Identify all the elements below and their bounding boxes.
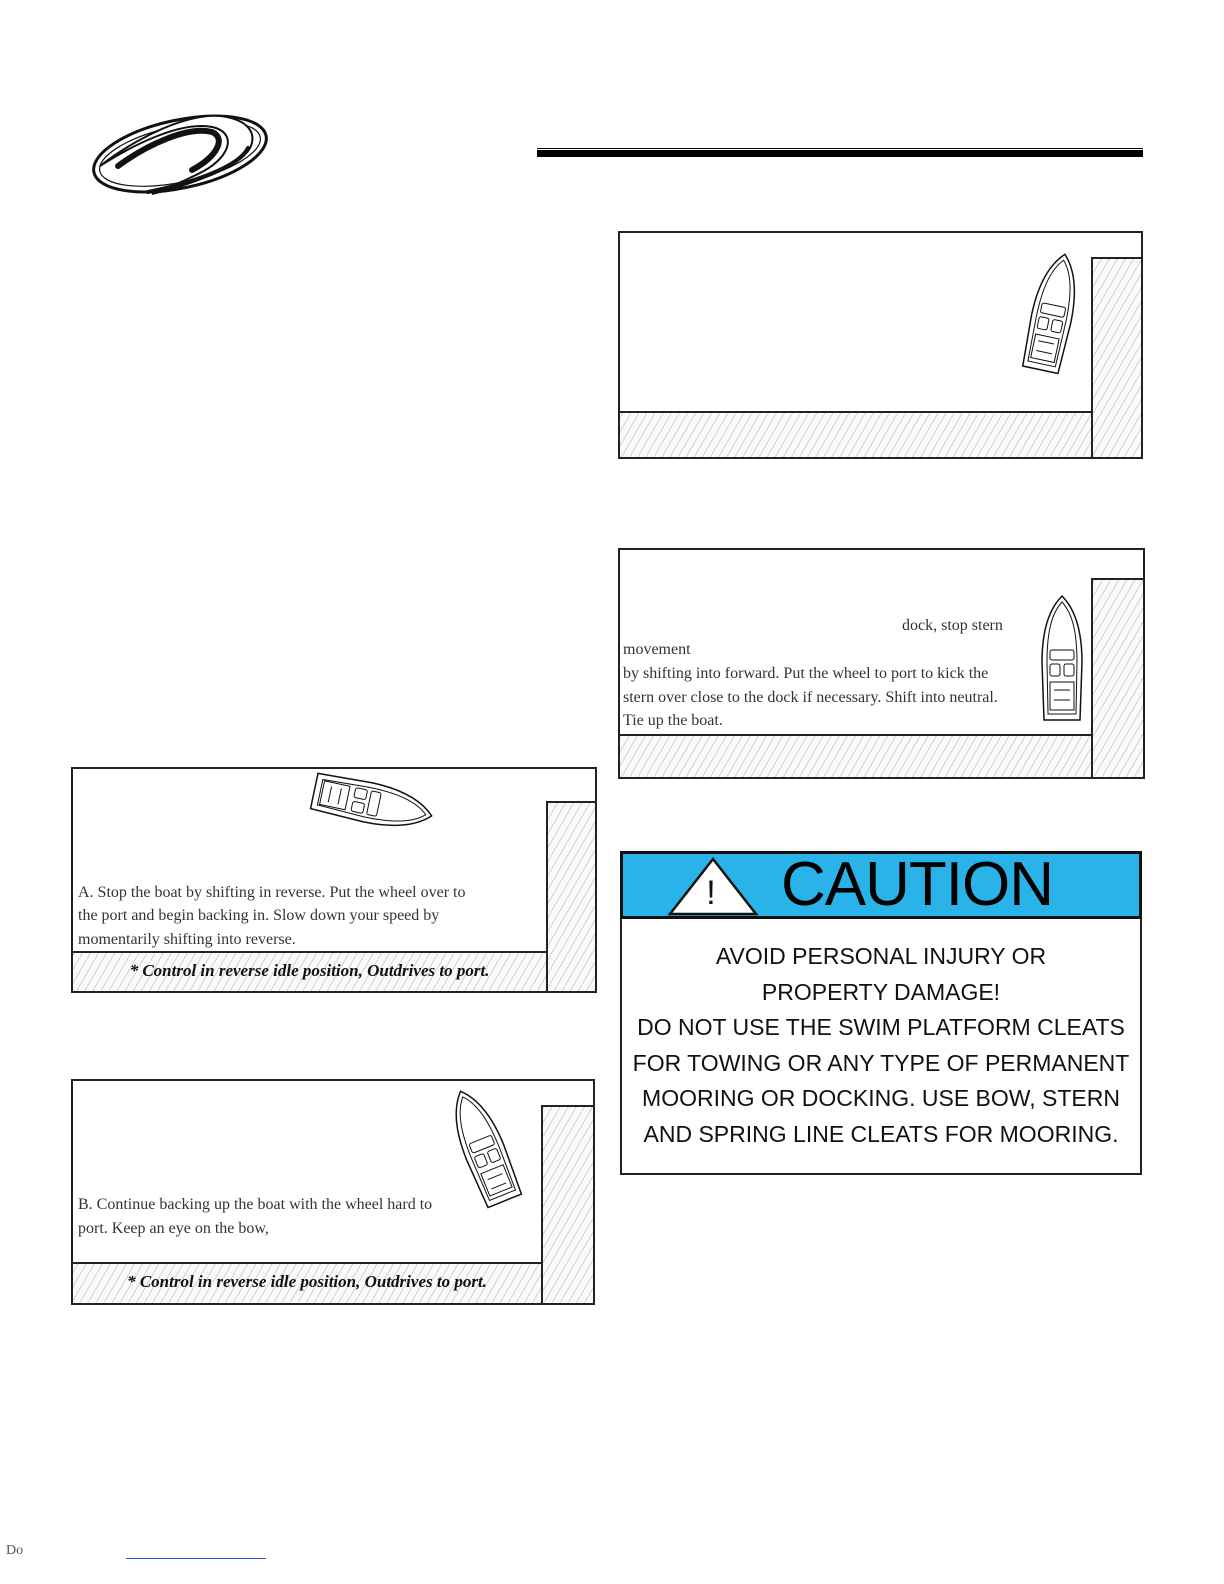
panel-text-line: B. Continue backing up the boat with the wheel hard to	[78, 1196, 433, 1213]
caution-text	[622, 939, 1140, 1153]
diagram-panel-approach	[618, 231, 1143, 459]
panel-text-line: stern over close to the dock if necessary. Shift into neutral.	[623, 689, 998, 706]
control-note: * Control in reverse idle position, Outdrives to port.	[127, 1272, 487, 1291]
caution-header	[620, 851, 1142, 919]
caution-line: PROPERTY DAMAGE!	[761, 978, 1001, 1005]
dock-vertical	[1091, 578, 1143, 777]
caution-line: DO NOT USE THE SWIM PLATFORM CLEATS	[637, 1014, 1125, 1041]
diagram-panel-a	[71, 767, 597, 993]
warning-triangle-icon	[667, 856, 759, 916]
boat-icon	[439, 1083, 527, 1211]
caution-line: AVOID PERSONAL INJURY OR	[715, 943, 1047, 969]
brand-logo	[88, 108, 274, 200]
caution-line: AND SPRING LINE CLEATS FOR MOORING.	[643, 1120, 1119, 1147]
boat-icon	[1018, 249, 1086, 381]
panel-text-line: by shifting into forward. Put the wheel to port to kick the	[623, 665, 989, 682]
dock-vertical	[546, 801, 595, 991]
dock-vertical	[1091, 257, 1141, 457]
control-note: * Control in reverse idle position, Outdrives to port.	[129, 961, 490, 980]
panel-text-line: movement	[623, 641, 691, 658]
dock-horizontal	[620, 734, 1091, 777]
panel-text-line: Tie up the boat.	[623, 712, 723, 729]
boat-icon	[303, 771, 439, 835]
caution-line: FOR TOWING OR ANY TYPE OF PERMANENT	[632, 1049, 1130, 1076]
footer-text: Do	[6, 1543, 24, 1558]
panel-text-line: the port and begin backing in. Slow down your speed by	[78, 907, 440, 924]
footer-link-underline[interactable]	[126, 1558, 266, 1559]
caution-line: MOORING OR DOCKING. USE BOW, STERN	[642, 1085, 1120, 1112]
panel-text-line: A. Stop the boat by shifting in reverse. Put the wheel over to	[78, 884, 466, 901]
caution-body	[620, 919, 1142, 1175]
header-rule-thin	[537, 148, 1143, 149]
dock-vertical	[541, 1105, 593, 1303]
diagram-panel-b	[71, 1079, 595, 1305]
header-rule	[537, 150, 1143, 157]
panel-text-line: port. Keep an eye on the bow,	[78, 1220, 269, 1237]
boat-icon	[1034, 592, 1090, 726]
warning-symbol: !	[706, 874, 716, 912]
caution-title: CAUTION	[781, 850, 1053, 919]
dock-horizontal	[620, 411, 1091, 457]
panel-text-line: momentarily shifting into reverse.	[78, 931, 296, 948]
panel-text-inline: dock, stop stern	[902, 617, 1003, 634]
diagram-panel-final	[618, 548, 1145, 779]
